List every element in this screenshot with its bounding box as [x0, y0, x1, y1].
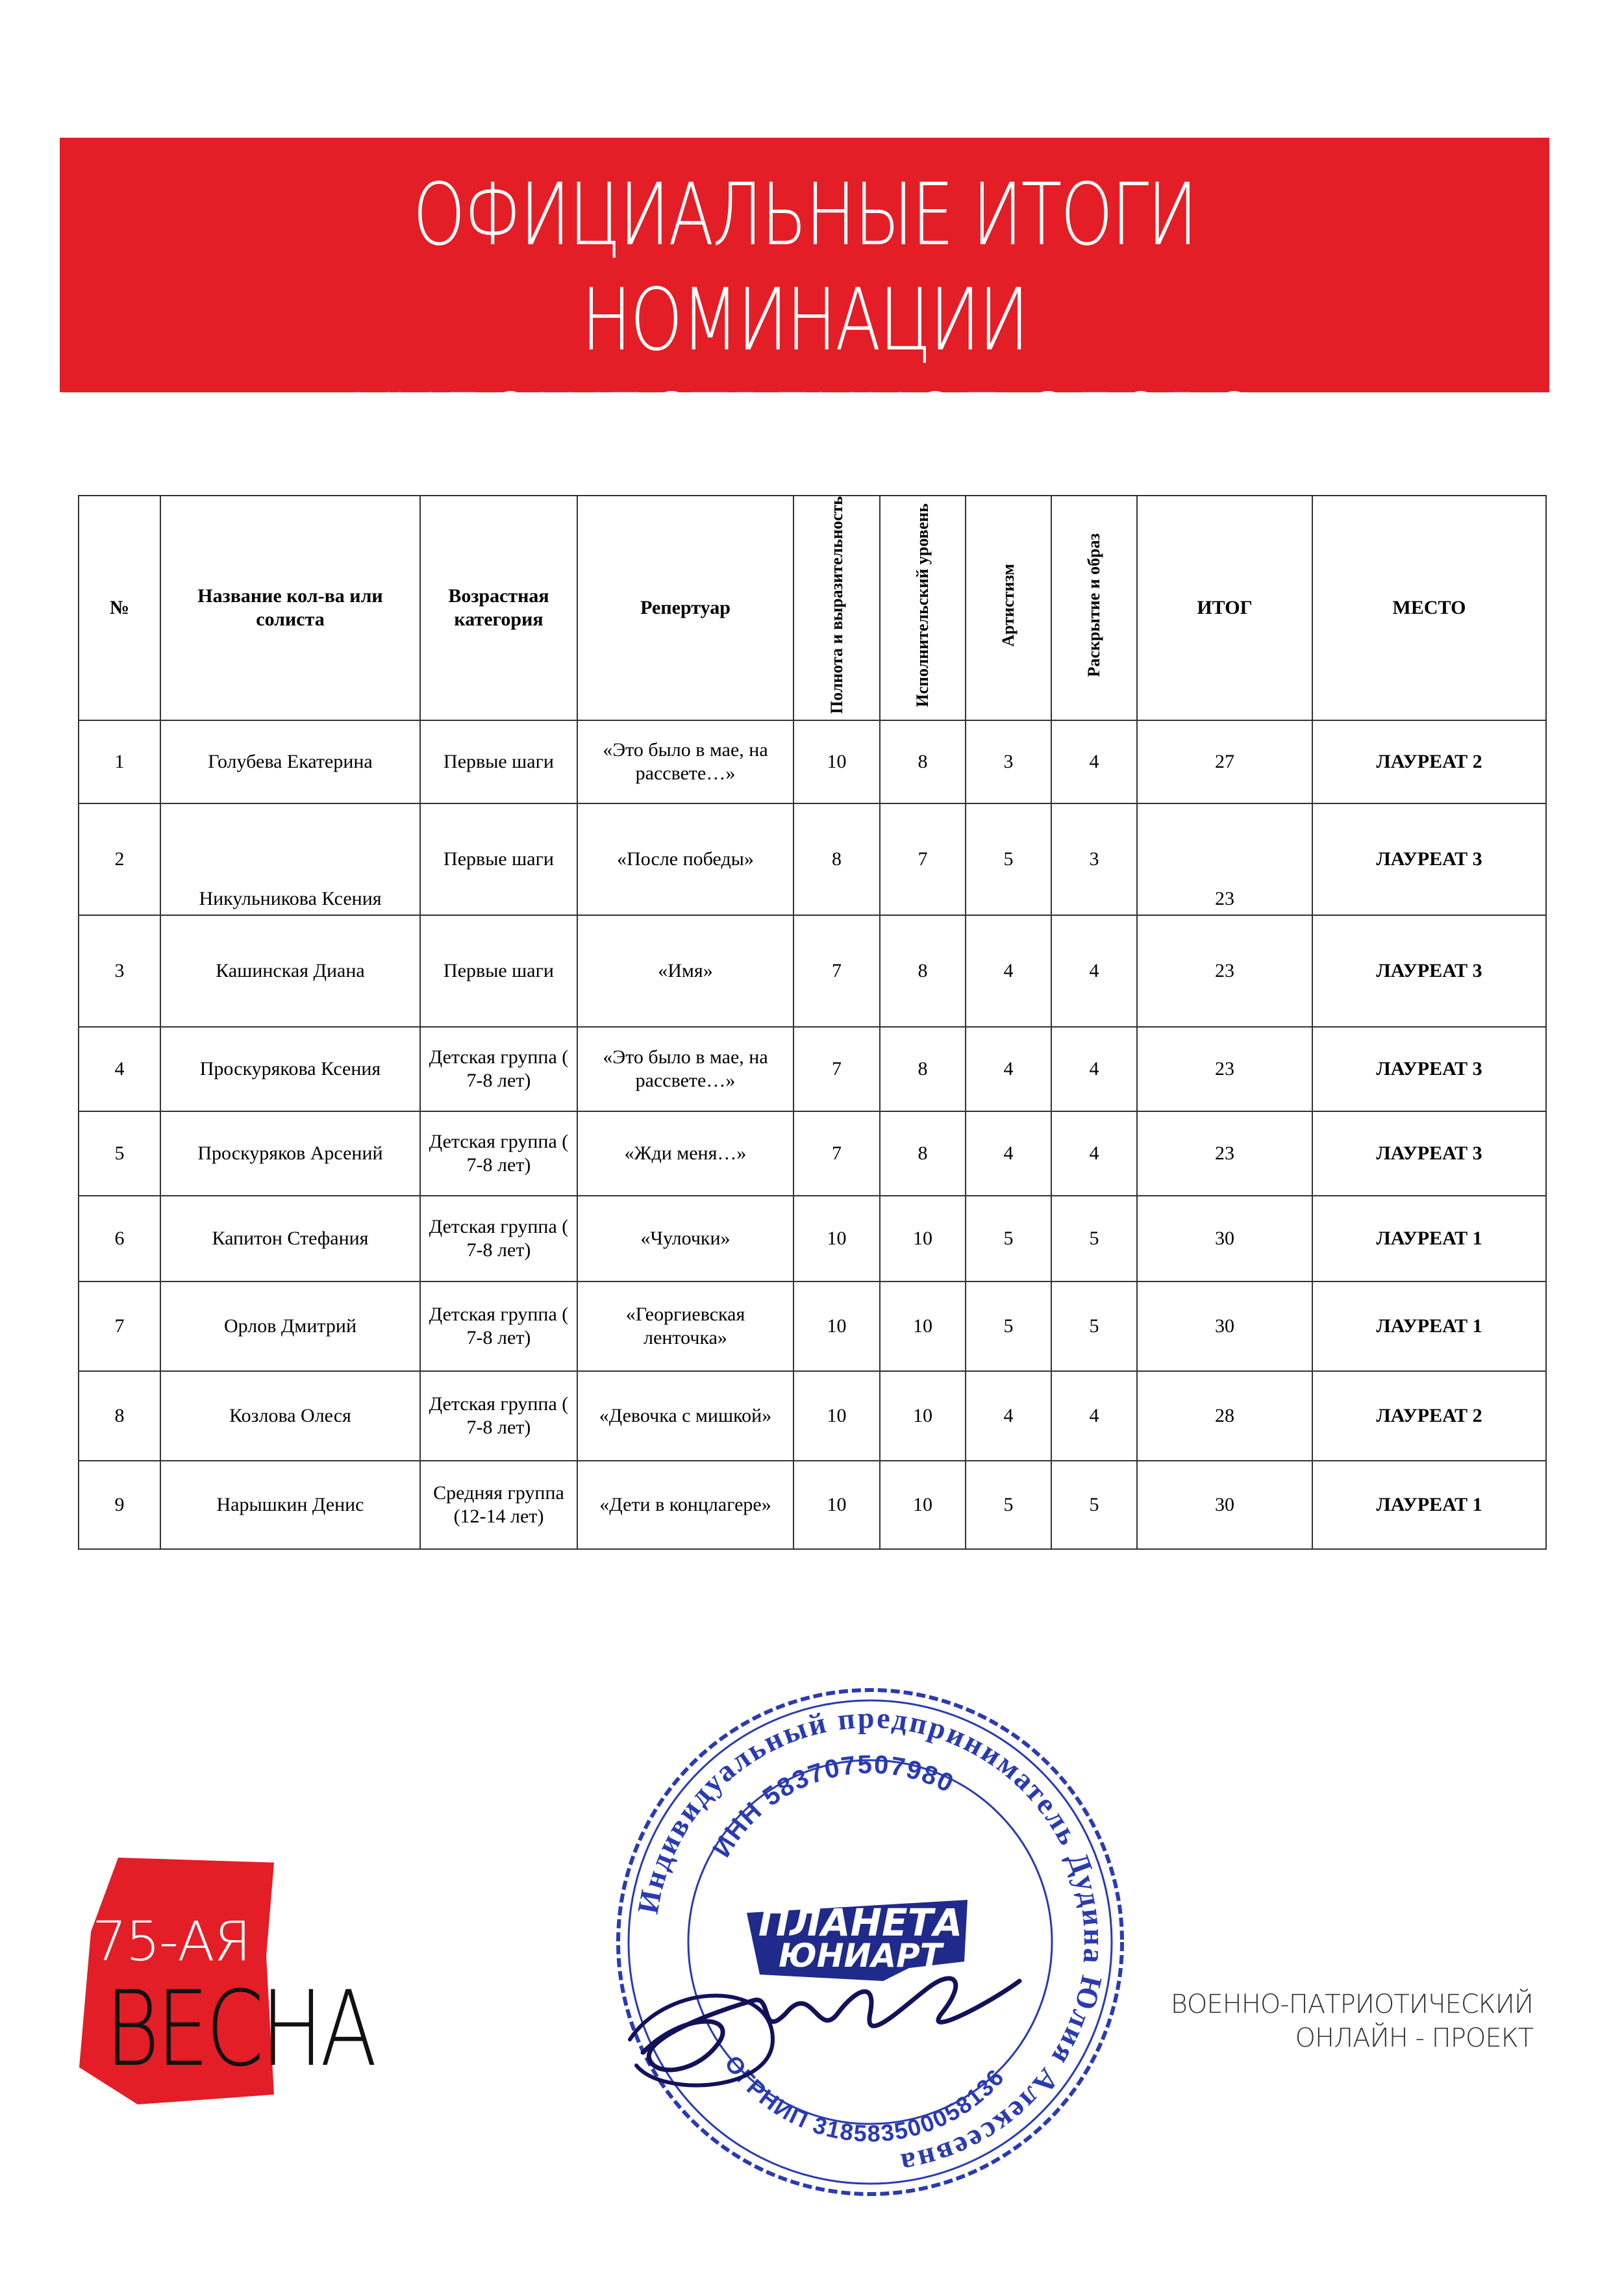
cell-place: ЛАУРЕАТ 3 [1312, 1111, 1546, 1196]
table-row [79, 1461, 1546, 1549]
col-performance [880, 496, 966, 720]
cell-name: Капитон Стефания [160, 1196, 420, 1281]
cell-category: Средняя группа (12-14 лет) [420, 1461, 577, 1549]
cell-total: 27 [1137, 720, 1312, 803]
cell-score-1: 10 [793, 1281, 880, 1371]
cell-score-4: 4 [1051, 1027, 1137, 1111]
table-row [79, 1111, 1546, 1196]
cell-total: 30 [1137, 1461, 1312, 1549]
cell-category: Детская группа ( 7-8 лет) [420, 1281, 577, 1371]
cell-score-1: 7 [793, 915, 880, 1027]
table-row [79, 720, 1546, 803]
cell-place: ЛАУРЕАТ 3 [1312, 1027, 1546, 1111]
cell-score-3: 4 [966, 1371, 1051, 1461]
cell-number: 2 [79, 803, 160, 915]
project-caption [1169, 1988, 1533, 2055]
cell-number: 4 [79, 1027, 160, 1111]
stamp-ogrnip: ОГРНИП 318583500058136 [719, 2050, 1010, 2147]
col-number: № [79, 496, 160, 720]
title-line-1: ОФИЦИАЛЬНЫЕ ИТОГИ НОМИНАЦИИ [412, 165, 1197, 370]
cell-score-3: 4 [966, 1111, 1051, 1196]
title-banner [60, 138, 1549, 475]
col-category: Возрастная категория [420, 496, 577, 720]
cell-score-3: 3 [966, 720, 1051, 803]
cell-total: 30 [1137, 1196, 1312, 1281]
col-expressiveness-label: Полнота и выразительность [827, 496, 846, 714]
cell-name: Проскурякова Ксения [160, 1027, 420, 1111]
project-line-1: ВОЕННО-ПАТРИОТИЧЕСКИЙ [1170, 1989, 1533, 2019]
cell-place: ЛАУРЕАТ 2 [1312, 1371, 1546, 1461]
cell-total: 23 [1137, 803, 1312, 915]
cell-category: Первые шаги [420, 803, 577, 915]
cell-place: ЛАУРЕАТ 1 [1312, 1461, 1546, 1549]
title-line-2: «ХУДОЖЕСТВЕННОЕ СЛОВО» [310, 375, 1299, 475]
cell-category: Детская группа ( 7-8 лет) [420, 1027, 577, 1111]
cell-score-1: 10 [793, 1461, 880, 1549]
cell-place: ЛАУРЕАТ 3 [1312, 915, 1546, 1027]
cell-score-3: 5 [966, 803, 1051, 915]
page-title [223, 162, 1385, 478]
cell-score-3: 4 [966, 915, 1051, 1027]
cell-number: 3 [79, 915, 160, 1027]
table-row [79, 1371, 1546, 1461]
cell-total: 23 [1137, 915, 1312, 1027]
cell-score-4: 4 [1051, 915, 1137, 1027]
cell-repertoire: «Имя» [577, 915, 793, 1027]
col-artistry [966, 496, 1051, 720]
cell-repertoire: «Жди меня…» [577, 1111, 793, 1196]
cell-number: 7 [79, 1281, 160, 1371]
cell-score-3: 5 [966, 1196, 1051, 1281]
cell-repertoire: «Это было в мае, на рассвете…» [577, 1027, 793, 1111]
col-artistry-label: Артистизм [999, 563, 1018, 647]
cell-number: 5 [79, 1111, 160, 1196]
cell-name: Кашинская Диана [160, 915, 420, 1027]
cell-score-4: 5 [1051, 1281, 1137, 1371]
cell-score-3: 4 [966, 1027, 1051, 1111]
cell-name: Проскуряков Арсений [160, 1111, 420, 1196]
cell-score-1: 7 [793, 1027, 880, 1111]
cell-name: Никульникова Ксения [160, 803, 420, 915]
signature [643, 1978, 1019, 2070]
cell-score-1: 10 [793, 1196, 880, 1281]
cell-score-3: 5 [966, 1461, 1051, 1549]
cell-total: 28 [1137, 1371, 1312, 1461]
stamp-inn: ИНН 583707507980 [707, 1750, 959, 1862]
cell-repertoire: «Девочка с мишкой» [577, 1371, 793, 1461]
table-row [79, 1027, 1546, 1111]
table-row [79, 915, 1546, 1027]
cell-name: Козлова Олеся [160, 1371, 420, 1461]
cell-repertoire: «После победы» [577, 803, 793, 915]
cell-score-4: 5 [1051, 1196, 1137, 1281]
cell-score-1: 10 [793, 720, 880, 803]
stamp-outer-text: Индивидуальный предприниматель Дудина Юлия Алексеевна [631, 1700, 1112, 2181]
cell-score-4: 4 [1051, 1111, 1137, 1196]
table-header-row [79, 496, 1546, 720]
cell-score-2: 7 [880, 803, 966, 915]
cell-place: ЛАУРЕАТ 1 [1312, 1196, 1546, 1281]
cell-number: 1 [79, 720, 160, 803]
col-name: Название кол-ва или солиста [160, 496, 420, 720]
cell-score-2: 8 [880, 1027, 966, 1111]
col-total: ИТОГ [1137, 496, 1312, 720]
cell-name: Орлов Дмитрий [160, 1281, 420, 1371]
stamp-brand-line2: ЮНИАРТ [779, 1937, 942, 1975]
cell-score-2: 10 [880, 1196, 966, 1281]
project-line-2: ОНЛАЙН - ПРОЕКТ [1295, 2023, 1533, 2053]
col-expressiveness [793, 496, 880, 720]
cell-score-4: 5 [1051, 1461, 1137, 1549]
logo-number: 75-АЯ [92, 1910, 251, 1973]
results-table [78, 495, 1547, 1550]
cell-category: Детская группа ( 7-8 лет) [420, 1196, 577, 1281]
col-place: МЕСТО [1312, 496, 1546, 720]
cell-score-3: 5 [966, 1281, 1051, 1371]
cell-name: Нарышкин Денис [160, 1461, 420, 1549]
company-stamp [604, 1676, 1136, 2208]
cell-number: 6 [79, 1196, 160, 1281]
cell-repertoire: «Георгиевская ленточка» [577, 1281, 793, 1371]
cell-score-2: 8 [880, 1111, 966, 1196]
cell-repertoire: «Дети в концлагере» [577, 1461, 793, 1549]
cell-category: Детская группа ( 7-8 лет) [420, 1371, 577, 1461]
cell-repertoire: «Это было в мае, на рассвете…» [577, 720, 793, 803]
cell-place: ЛАУРЕАТ 3 [1312, 803, 1546, 915]
cell-total: 23 [1137, 1027, 1312, 1111]
cell-number: 9 [79, 1461, 160, 1549]
cell-category: Первые шаги [420, 915, 577, 1027]
col-image [1051, 496, 1137, 720]
cell-number: 8 [79, 1371, 160, 1461]
cell-category: Детская группа ( 7-8 лет) [420, 1111, 577, 1196]
cell-category: Первые шаги [420, 720, 577, 803]
cell-name: Голубева Екатерина [160, 720, 420, 803]
cell-place: ЛАУРЕАТ 1 [1312, 1281, 1546, 1371]
stamp-brand-line1: ПЛАНЕТА [758, 1900, 963, 1945]
cell-score-2: 8 [880, 915, 966, 1027]
cell-place: ЛАУРЕАТ 2 [1312, 720, 1546, 803]
table-row [79, 1196, 1546, 1281]
cell-score-1: 8 [793, 803, 880, 915]
logo-word: ВЕСНА [105, 1968, 374, 2089]
cell-total: 23 [1137, 1111, 1312, 1196]
table-row [79, 803, 1546, 915]
cell-score-4: 3 [1051, 803, 1137, 915]
cell-score-1: 7 [793, 1111, 880, 1196]
cell-repertoire: «Чулочки» [577, 1196, 793, 1281]
cell-total: 30 [1137, 1281, 1312, 1371]
table-row [79, 1281, 1546, 1371]
cell-score-4: 4 [1051, 1371, 1137, 1461]
cell-score-2: 10 [880, 1281, 966, 1371]
col-repertoire: Репертуар [577, 496, 793, 720]
cell-score-2: 10 [880, 1461, 966, 1549]
vesna-logo [79, 1858, 384, 2111]
col-performance-label: Исполнительский уровень [913, 503, 932, 707]
cell-score-2: 8 [880, 720, 966, 803]
cell-score-1: 10 [793, 1371, 880, 1461]
col-image-label: Раскрытие и образ [1084, 533, 1103, 677]
cell-score-4: 4 [1051, 720, 1137, 803]
cell-score-2: 10 [880, 1371, 966, 1461]
